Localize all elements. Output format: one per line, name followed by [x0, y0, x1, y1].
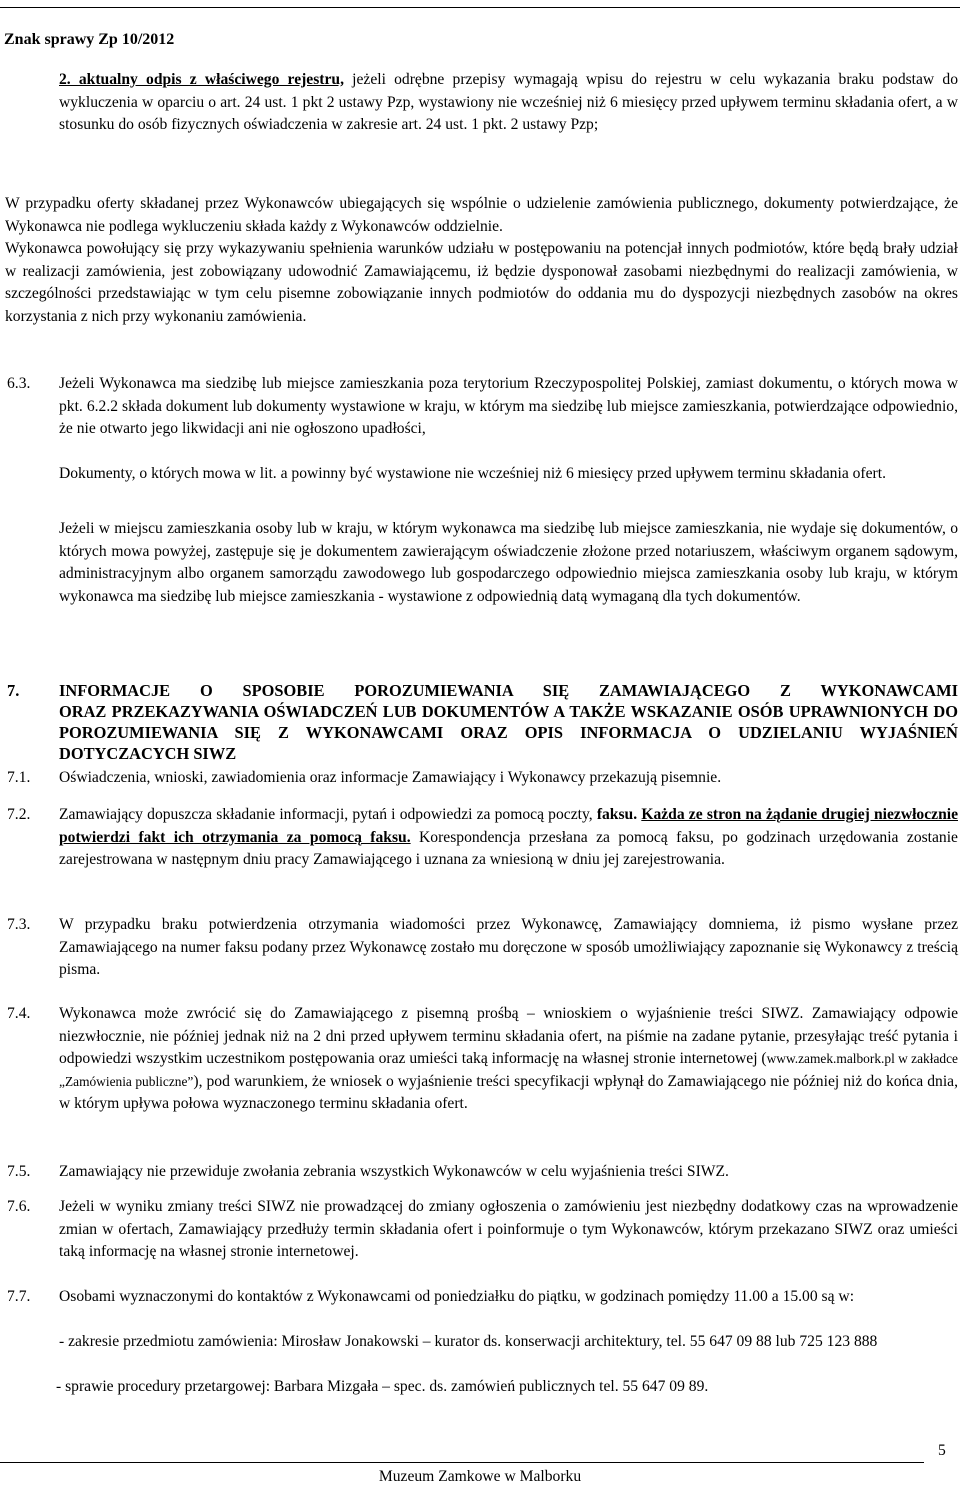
third-party-resources-paragraph: Wykonawca powołujący się przy wykazywaniu spełnienia warunków udziału w postępowaniu na potencjał innych podmiotów, które będą brały udział w realizacji zamówienia, jest zobowiązany udowodnić Zamawiającemu, iż będzie dysponował zasobami niezbędnymi do realizacji zamówienia, w szczególności przedstawiając w tym celu pisemne zobowiązanie innych podmiotów do oddania mu do dyspozycji niezbędnych zasobów na okres korzystania z nich przy wykonaniu zamówienia. [5, 240, 958, 325]
section-7-heading-rest: ORAZ PRZEKAZYWANIA OŚWIADCZEŃ LUB DOKUMENTÓW A TAKŻE WSKAZANIE OSÓB UPRAWNIONYCH DO POROZUMIEWANIA SIĘ Z WYKONAWCAMI ORAZ OPIS INFORMACJA O UDZIELANIU WYJAŚNIEŃ DOTYCZACYCH SIWZ [59, 702, 958, 763]
section-7-3-text: W przypadku braku potwierdzenia otrzymania wiadomości przez Wykonawcę, Zamawiający domniema, iż pismo wysłane przez Zamawiającego na numer faksu podany przez Wykonawcę zostało mu doręczone w sposób umożliwiający zapoznanie się Wykonawcy z treścią pisma. [59, 916, 958, 979]
item-2-current-register-extract [59, 69, 958, 137]
section-7-2-confirmation: Każda ze stron na żądanie drugiej niezwłocznie potwierdzi fakt ich otrzymania za pomocą faksu. [59, 806, 958, 846]
footer-rule [0, 1462, 924, 1463]
joint-bid-paragraph: W przypadku oferty składanej przez Wykonawców ubiegających się wspólnie o udzielenie zamówienia publicznego, dokumenty potwierdzające, że Wykonawca nie podlega wykluczeniu składa każdy z Wykonawców oddzielnie. [5, 195, 958, 235]
section-6-3-paragraph-3: Jeżeli w miejscu zamieszkania osoby lub w kraju, w którym wykonawca ma siedzibę lub miejsce zamieszkania, nie wydaje się dokumentów, o których mowa powyżej, zastępuje się je dokumentem zawierającym oświadczenie złożone przed notariuszem, właściwym organem sądowym, administracyjnym albo organem samorządu zawodowego lub gospodarczego odpowiednio miejsca zamieszkania osoby lub kraju, w którym wykonawca ma siedzibę lub miejsce zamieszkania - wystawione z odpowiednią datą wymaganą dla tych dokumentów. [59, 520, 958, 605]
section-7-7-contact-procedure: - sprawie procedury przetargowej: Barbara Mizgała – spec. ds. zamówień publicznych tel. 55 647 09 89. [56, 1378, 709, 1395]
section-7-5-text: Zamawiający nie przewiduje zwołania zebrania wszystkich Wykonawców w celu wyjaśnienia treści SIWZ. [59, 1163, 729, 1180]
section-7-6-text: Jeżeli w wyniku zmiany treści SIWZ nie prowadzącej do zmiany ogłoszenia o zamówieniu jest niezbędny dodatkowy czas na wprowadzenie zmian w ofertach, Zamawiający przedłuży termin składania ofert i poinformuje o tym Wykonawców, którym przekazano SIWZ oraz umieści taką informację na własnej stronie internetowej. [59, 1198, 958, 1261]
section-7-4-website-link[interactable]: www.zamek.malbork.pl w zakładce „Zamówienia publiczne” [59, 1051, 958, 1089]
footer-institution: Muzeum Zamkowe w Malborku [378, 1468, 582, 1485]
header-rule [0, 7, 960, 8]
section-6-3-paragraph-2: Dokumenty, o których mowa w lit. a powinny być wystawione nie wcześniej niż 6 miesięcy przed upływem terminu składania ofert. [59, 465, 886, 482]
section-7-4-text-a: Wykonawca może zwrócić się do Zamawiającego z pisemną prośbą – wnioskiem o wyjaśnienie treści SIWZ. Zamawiający odpowie niezwłocznie, nie później jednak niż na 2 dni przed upływem terminu składania ofert, na piśmie na zadane pytanie, przesyłając treść pytania i odpowiedzi wszystkim uczestnikom postępowania oraz umieści taką informację na własnej stronie internetowej ( [59, 1005, 958, 1068]
section-7-2-text-a: Zamawiający dopuszcza składanie informacji, pytań i odpowiedzi za pomocą poczty, [59, 806, 597, 823]
section-7-4-text [59, 1003, 958, 1116]
section-7-6-number: 7.6. [7, 1198, 31, 1215]
section-7-7-contact-subject: - zakresie przedmiotu zamówienia: Mirosław Jonakowski – kurator ds. konserwacji architektury, tel. 55 647 09 88 lub 725 123 888 [59, 1333, 878, 1350]
section-6-3-number: 6.3. [7, 375, 31, 392]
section-7-number: 7. [7, 681, 20, 700]
section-7-heading-line-1: INFORMACJE O SPOSOBIE POROZUMIEWANIA SIĘ ZAMAWIAJĄCEGO Z WYKONAWCAMI [59, 681, 958, 700]
section-6-3-paragraph-1: Jeżeli Wykonawca ma siedzibę lub miejsce zamieszkania poza terytorium Rzeczypospolitej Polskiej, zamiast dokumentu, o których mowa w pkt. 6.2.2 składa dokument lub dokumenty wystawione w kraju, w którym ma siedzibę lub miejsce zamieszkania, potwierdzające odpowiednio, że nie otwarto jego likwidacji ani nie ogłoszono upadłości, [59, 375, 958, 438]
section-7-5-number: 7.5. [7, 1163, 31, 1180]
section-7-7-text: Osobami wyznaczonymi do kontaktów z Wykonawcami od poniedziałku do piątku, w godzinach pomiędzy 11.00 a 15.00 są w: [59, 1288, 855, 1305]
section-7-4-number: 7.4. [7, 1005, 31, 1022]
item-2-text: jeżeli odrębne przepisy wymagają wpisu do rejestru w celu wykazania braku podstaw do wykluczenia w oparciu o art. 24 ust. 1 pkt 2 ustawy Pzp, wystawiony nie wcześniej niż 6 miesięcy przed upływem terminu składania ofert, a w stosunku do osób fizycznych oświadczenia w zakresie art. 24 ust. 1 pkt. 2 ustawy Pzp; [59, 71, 958, 134]
section-7-heading [59, 680, 958, 764]
item-2-lead: 2. aktualny odpis z właściwego rejestru, [59, 71, 344, 88]
section-7-7-number: 7.7. [7, 1288, 31, 1305]
case-number: Znak sprawy Zp 10/2012 [4, 31, 175, 48]
section-7-1-text: Oświadczenia, wnioski, zawiadomienia oraz informacje Zamawiający i Wykonawcy przekazują pisemnie. [59, 769, 722, 786]
section-7-2-text [59, 804, 958, 872]
section-7-3-number: 7.3. [7, 916, 31, 933]
section-7-2-fax: faksu. [596, 806, 638, 823]
section-7-1-number: 7.1. [7, 769, 31, 786]
page-number: 5 [938, 1442, 946, 1459]
section-7-4-text-b: ), pod warunkiem, że wniosek o wyjaśnienie treści specyfikacji wpłynął do Zamawiającego nie później niż do końca dnia, w którym upływa połowa wyznaczonego terminu składania ofert. [59, 1072, 959, 1113]
section-7-2-number: 7.2. [7, 806, 31, 823]
section-7-2-text-b: Korespondencja przesłana za pomocą faksu, po godzinach urzędowania zostanie zarejestrowana w następnym dniu pracy Zamawiającego i uznana za wniesioną w dniu jej zarejestrowania. [59, 828, 958, 869]
